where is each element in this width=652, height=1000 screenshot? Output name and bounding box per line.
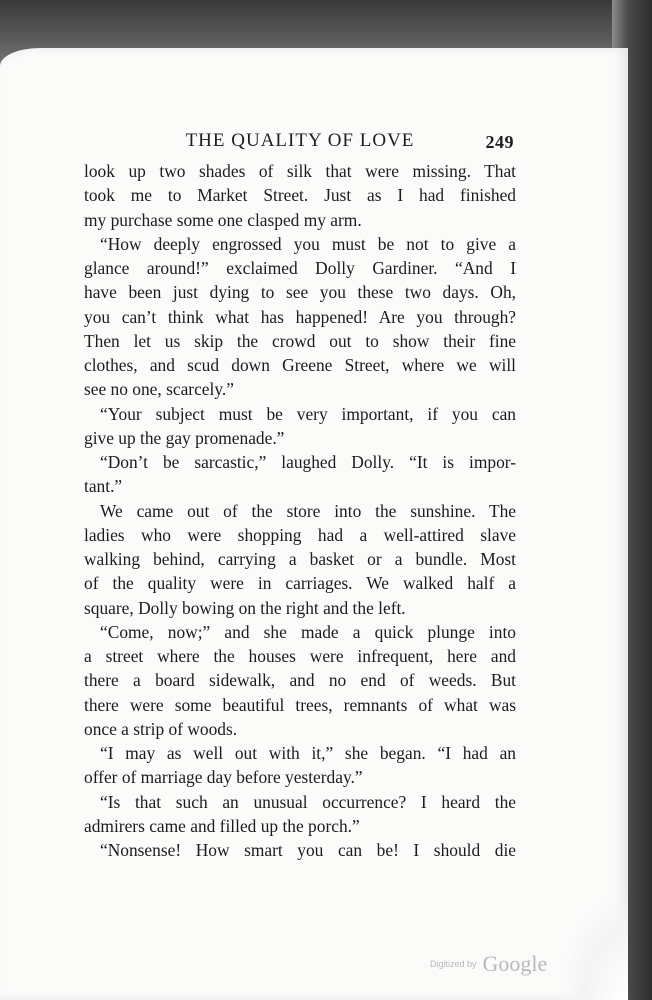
text-line: my purchase some one clasped my arm. bbox=[84, 209, 362, 230]
text-line: give up the gay promenade.” bbox=[84, 427, 285, 448]
text-line: ladies who were shopping had a well-attired slave bbox=[84, 524, 516, 545]
text-line: clothes, and scud down Greene Street, where we will bbox=[84, 355, 516, 375]
text-line: glance around!” exclaimed Dolly Gardiner. “And I bbox=[84, 258, 516, 278]
text-line: admirers came and filled up the porch.” bbox=[84, 815, 360, 836]
digitized-watermark bbox=[430, 951, 547, 981]
text-line: Then let us skip the crowd out to show their fine bbox=[84, 330, 516, 351]
text-line: have been just dying to see you these two days. Oh, bbox=[84, 282, 516, 303]
text-line: “Your subject must be very important, if you can bbox=[100, 403, 516, 424]
text-line: of the quality were in carriages. We walked half a bbox=[84, 573, 516, 594]
body-text bbox=[84, 159, 516, 862]
book-page bbox=[0, 48, 628, 1000]
watermark-logo: Google bbox=[482, 951, 548, 976]
text-line: “Nonsense! How smart you can be! I should die bbox=[100, 840, 516, 860]
text-line: We came out of the store into the sunshine. The bbox=[100, 500, 516, 521]
page-content bbox=[0, 48, 628, 1000]
text-line: once a strip of woods. bbox=[84, 718, 238, 739]
running-title: THE QUALITY OF LOVE bbox=[185, 130, 415, 151]
text-line: square, Dolly bowing on the right and the left. bbox=[84, 597, 406, 618]
text-line: there a board sidewalk, and no end of weeds. But bbox=[84, 670, 516, 691]
running-head bbox=[84, 130, 516, 154]
text-line: tant.” bbox=[84, 476, 123, 497]
text-line: “Is that such an unusual occurrence? I heard the bbox=[100, 791, 516, 812]
page-number: 249 bbox=[485, 132, 514, 152]
text-line: you can’t think what has happened! Are you through? bbox=[84, 306, 516, 327]
text-line: offer of marriage day before yesterday.” bbox=[84, 767, 363, 788]
text-line: “I may as well out with it,” she began. “I had an bbox=[100, 743, 516, 763]
text-line: see no one, scarcely.” bbox=[84, 379, 234, 400]
text-line: “How deeply engrossed you must be not to give a bbox=[100, 233, 516, 254]
text-line: “Come, now;” and she made a quick plunge into bbox=[100, 621, 516, 642]
text-line: a street where the houses were infrequent, here and bbox=[84, 646, 516, 666]
watermark-prefix: Digitized by bbox=[430, 959, 477, 969]
text-line: walking behind, carrying a basket or a bundle. Most bbox=[84, 549, 516, 569]
text-line: look up two shades of silk that were missing. That bbox=[84, 161, 516, 181]
page-corner-glare bbox=[558, 890, 628, 1000]
text-line: took me to Market Street. Just as I had finished bbox=[84, 185, 516, 206]
text-line: there were some beautiful trees, remnants of what was bbox=[84, 694, 516, 715]
text-line: “Don’t be sarcastic,” laughed Dolly. “It is impor- bbox=[100, 452, 516, 472]
